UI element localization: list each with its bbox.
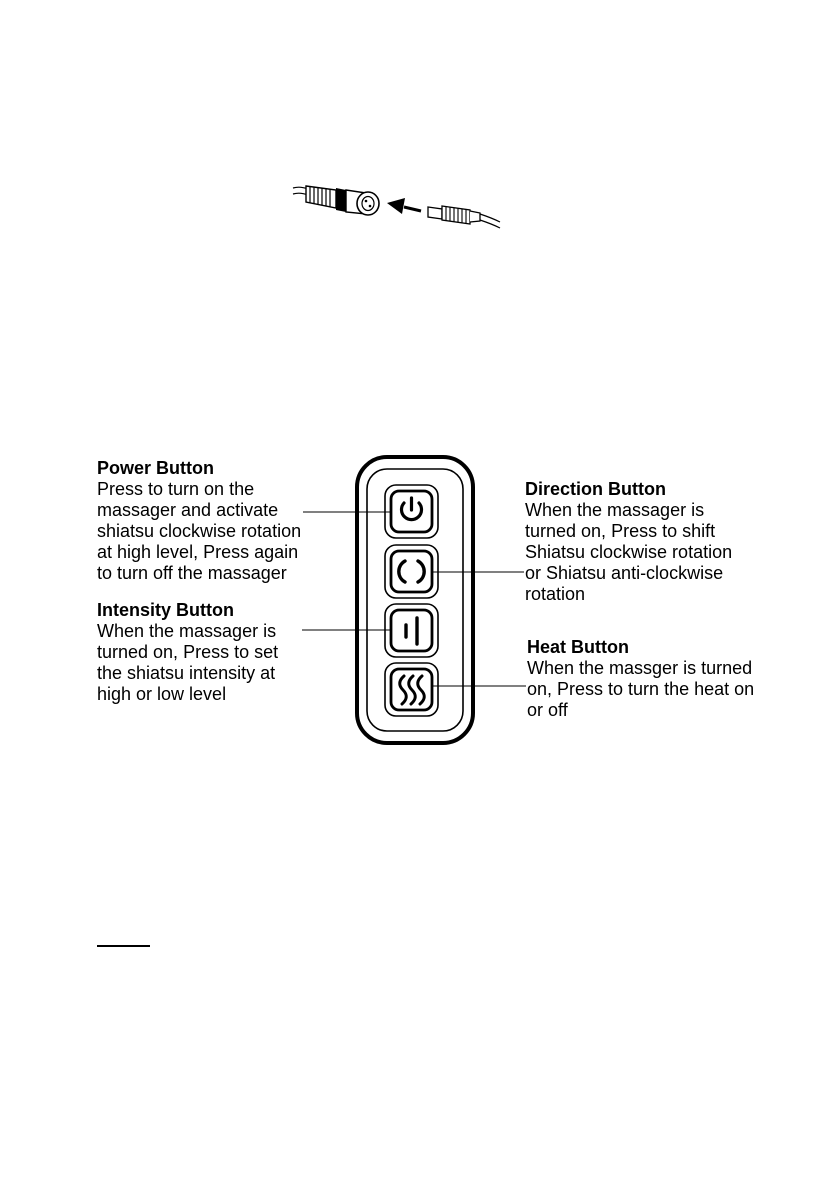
direction-button-title: Direction Button: [525, 479, 666, 499]
direction-button-label: [525, 479, 825, 605]
intensity-button[interactable]: [385, 604, 438, 657]
heat-button-description: When the massger is turned on, Press to turn the heat on or off: [527, 658, 755, 720]
intensity-button-description: When the massager is turned on, Press to set the shiatsu intensity at high or low level: [97, 621, 279, 704]
heat-button-title: Heat Button: [527, 637, 629, 657]
direction-button[interactable]: [385, 545, 438, 598]
power-button-description: Press to turn on the massager and activate shiatsu clockwise rotation at high level, Press again to turn off the massager: [97, 479, 302, 583]
note-underline: [97, 945, 150, 947]
power-button-title: Power Button: [97, 458, 214, 478]
heat-button[interactable]: [385, 663, 438, 716]
intensity-button-title: Intensity Button: [97, 600, 234, 620]
direction-button-description: When the massager is turned on, Press to shift Shiatsu clockwise rotation or Shiatsu anti-clockwise rotation: [525, 500, 733, 604]
intensity-button-label: [97, 600, 337, 705]
heat-button-label: [527, 637, 827, 721]
power-button[interactable]: [385, 485, 438, 538]
power-button-label: [97, 458, 337, 584]
